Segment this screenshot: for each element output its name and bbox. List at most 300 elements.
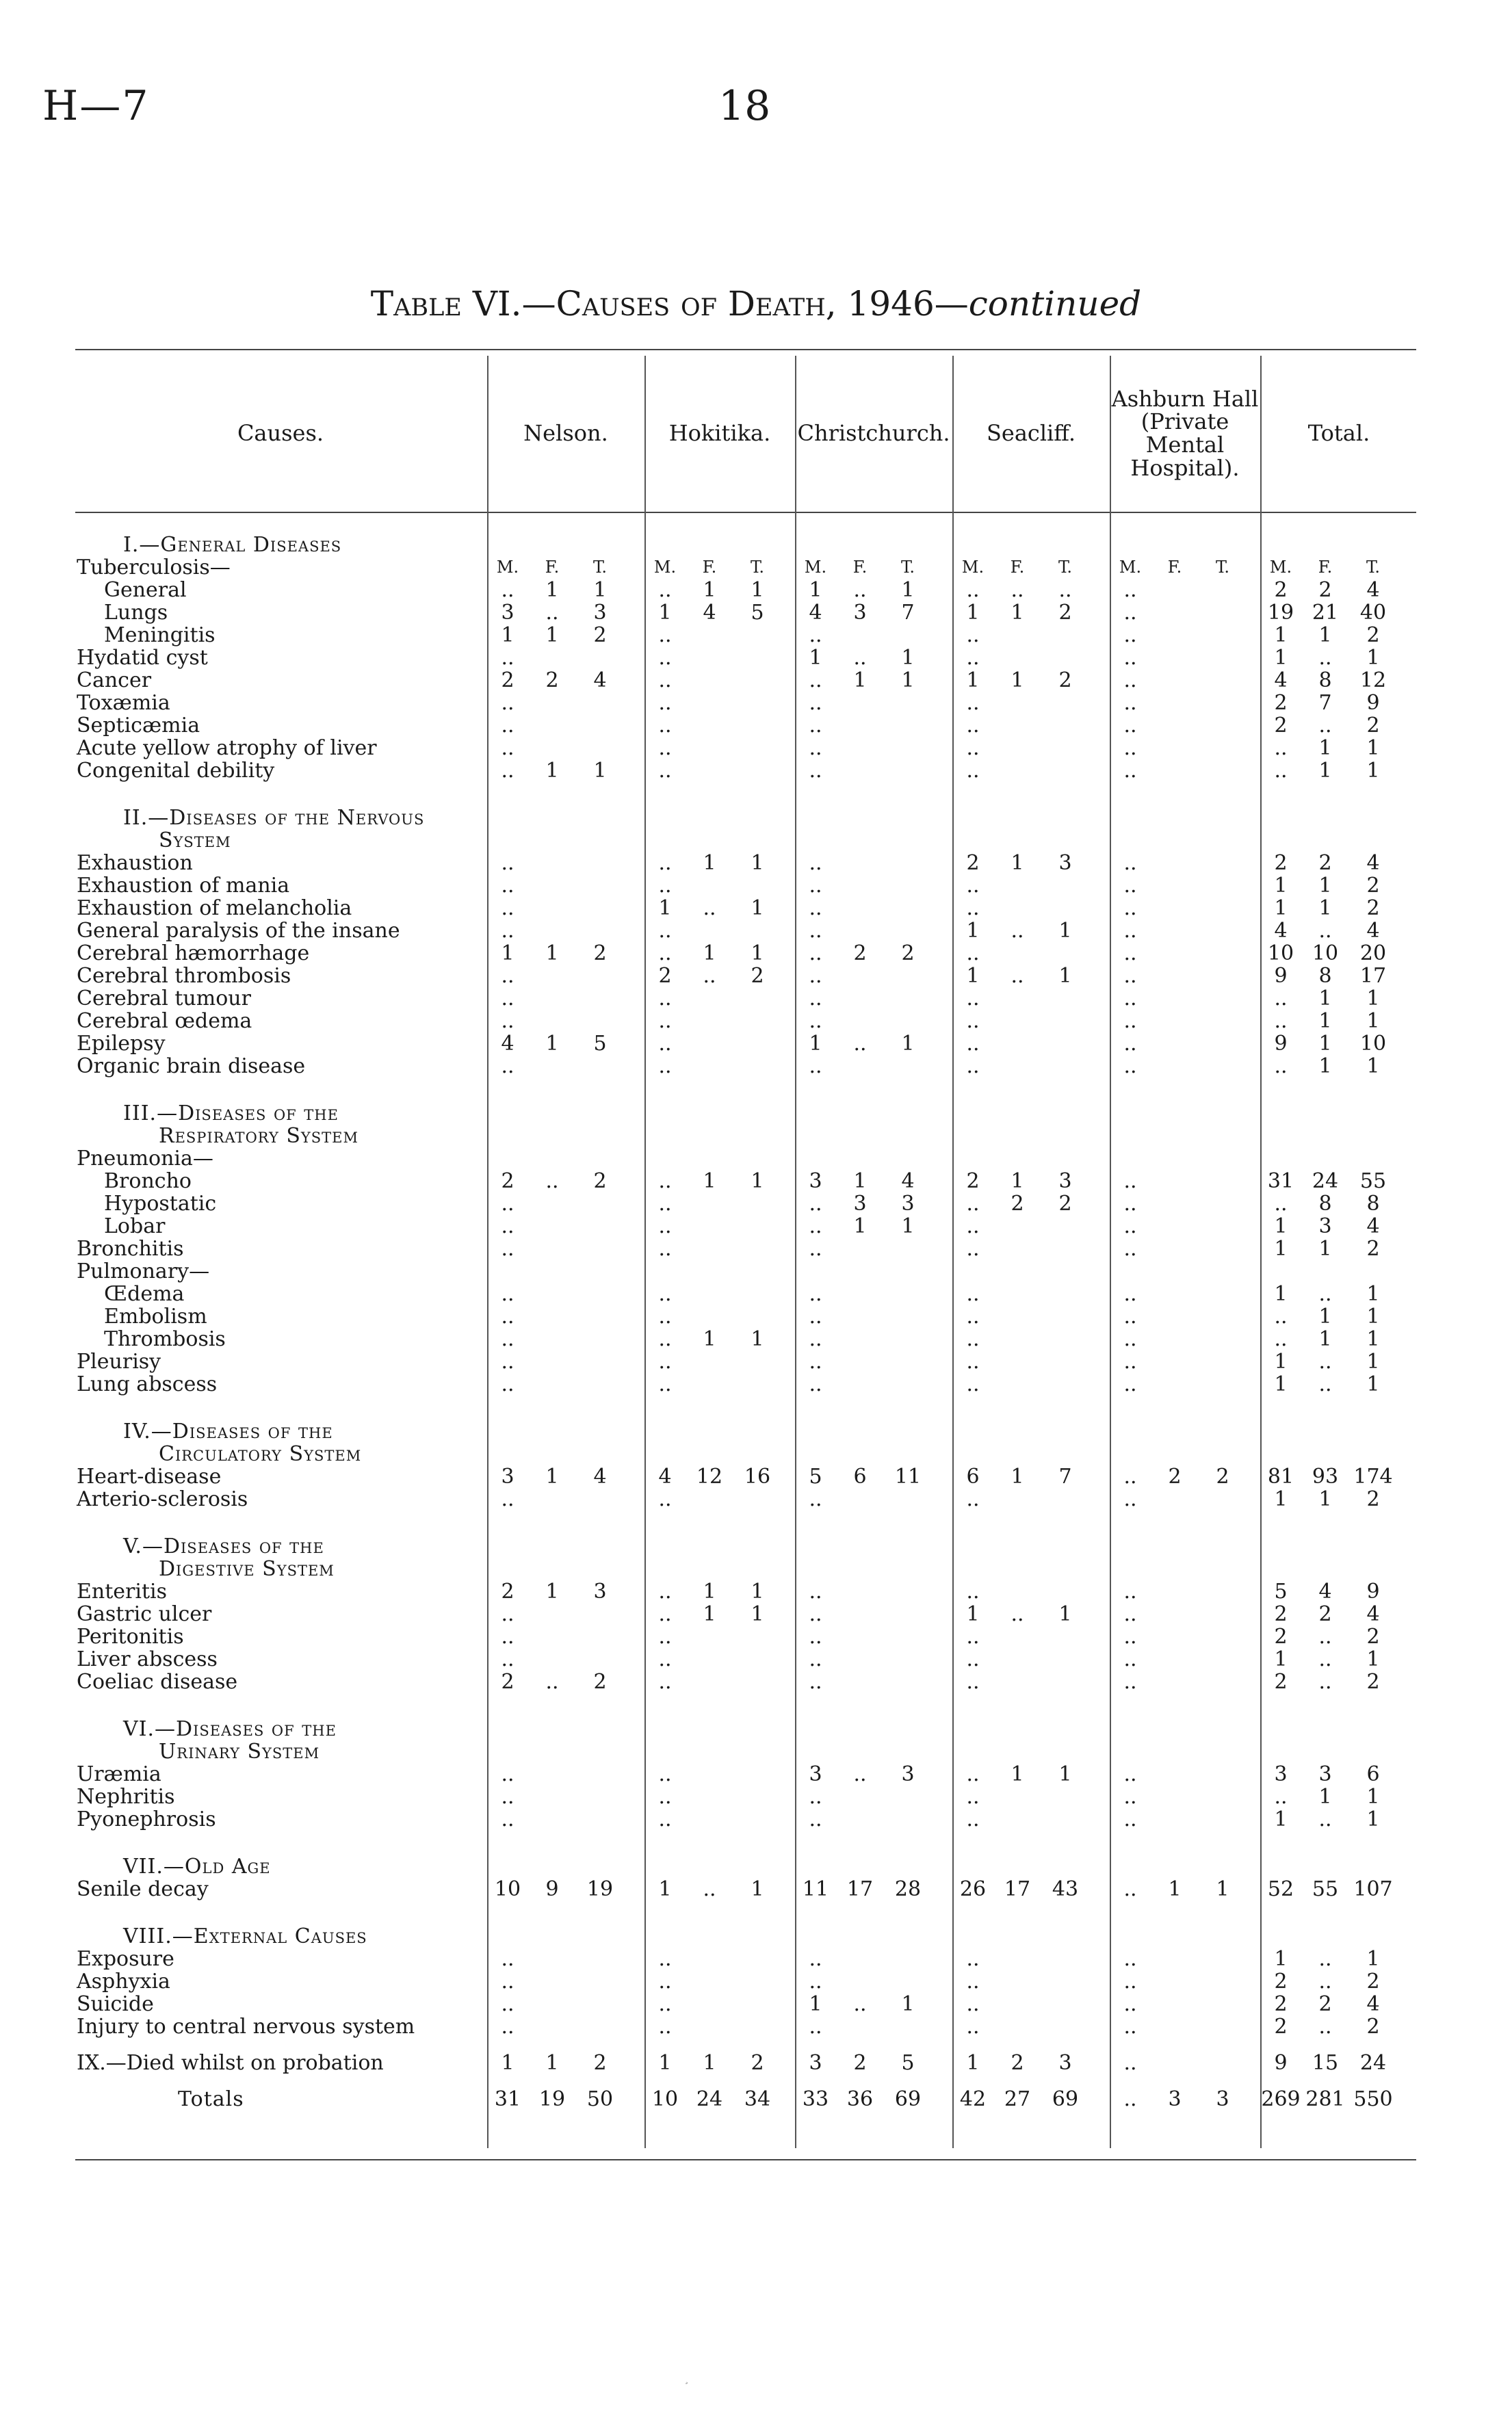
cell-value: .. <box>1123 1625 1137 1649</box>
cell-value: 1 <box>545 623 559 647</box>
cell-value: 1 <box>545 578 559 602</box>
cell-value: .. <box>1123 1970 1137 1994</box>
cell-value: 10 <box>1312 941 1339 965</box>
cell-value: .. <box>501 2015 514 2039</box>
cause-label: Cerebral œdema <box>77 1009 252 1033</box>
cell-value: 33 <box>802 2087 829 2111</box>
cell-value: 5 <box>1274 1580 1288 1604</box>
hospital-header-0: Nelson. <box>523 420 608 447</box>
cell-value: 2 <box>593 2051 607 2075</box>
group-row <box>0 1260 1512 1283</box>
cell-value: 1 <box>901 1214 915 1238</box>
cell-value: .. <box>1274 1785 1288 1809</box>
cause-label: Thrombosis <box>104 1327 226 1351</box>
cell-value: 269 <box>1261 2087 1301 2111</box>
cell-value: 1 <box>1366 1305 1380 1329</box>
cell-value: .. <box>1274 759 1288 783</box>
table-row <box>0 579 1512 601</box>
cell-value: .. <box>966 1670 980 1694</box>
cell-value: 2 <box>1011 1192 1024 1216</box>
cell-value: 2 <box>1318 1602 1332 1626</box>
cell-value: 81 <box>1267 1465 1294 1489</box>
cell-value: .. <box>966 1992 980 2016</box>
cell-value: .. <box>809 1327 822 1351</box>
cell-value: .. <box>658 1625 672 1649</box>
table-row <box>0 759 1512 782</box>
cell-value: 31 <box>494 2087 521 2111</box>
cell-value: .. <box>501 1625 514 1649</box>
cell-value: 17 <box>846 1877 874 1901</box>
cell-value: 1 <box>1318 1009 1332 1033</box>
cell-value: .. <box>966 691 980 715</box>
cell-value: 2 <box>1011 2051 1024 2075</box>
cause-label: Liver abscess <box>77 1647 218 1671</box>
cell-value: .. <box>966 1487 980 1511</box>
cell-value: 1 <box>751 941 764 965</box>
cell-value: .. <box>809 1054 822 1078</box>
cell-value: .. <box>501 1350 514 1374</box>
cell-value: .. <box>658 941 672 965</box>
sub-header: T. <box>750 558 765 577</box>
table-row <box>0 942 1512 965</box>
cell-value: 12 <box>1359 668 1387 692</box>
cell-value: 1 <box>703 578 716 602</box>
cell-value: 24 <box>696 2087 723 2111</box>
cell-value: 3 <box>1058 1169 1072 1193</box>
cell-value: .. <box>658 623 672 647</box>
cell-value: 27 <box>1004 2087 1031 2111</box>
group-row <box>0 1147 1512 1170</box>
causes-header: Causes. <box>237 420 324 447</box>
cell-value: 1 <box>853 668 867 692</box>
cell-value: .. <box>1123 964 1137 988</box>
table-row <box>0 1948 1512 1970</box>
cell-value: 1 <box>545 1465 559 1489</box>
table-row <box>0 1488 1512 1511</box>
table-row <box>0 965 1512 987</box>
cell-value: 2 <box>1216 1465 1229 1489</box>
cell-value: .. <box>966 1580 980 1604</box>
cause-label: Acute yellow atrophy of liver <box>77 736 377 760</box>
cell-value: .. <box>809 919 822 943</box>
section-row <box>0 1740 1512 1763</box>
table-row <box>0 1373 1512 1396</box>
cell-value: 10 <box>1359 1032 1387 1056</box>
cell-value: 107 <box>1353 1877 1393 1901</box>
cell-value: 1 <box>1318 987 1332 1010</box>
table-row <box>0 897 1512 919</box>
cell-value: .. <box>809 1192 822 1216</box>
cell-value: 1 <box>1274 1372 1288 1396</box>
cell-value: .. <box>1123 1947 1137 1971</box>
cell-value: .. <box>658 1350 672 1374</box>
cause-label: Toxæmia <box>77 691 170 715</box>
table-row <box>0 1603 1512 1625</box>
cell-value: .. <box>658 1602 672 1626</box>
cell-value: 2 <box>545 668 559 692</box>
cell-value: .. <box>1318 1350 1332 1374</box>
cell-value: .. <box>966 1305 980 1329</box>
cause-label: Exhaustion of melancholia <box>77 896 352 920</box>
cause-label: Tuberculosis— <box>77 556 231 579</box>
cell-value: .. <box>809 1009 822 1033</box>
cell-value: 2 <box>1366 1237 1380 1261</box>
cell-value: 19 <box>586 1877 614 1901</box>
cell-value: 1 <box>1011 851 1024 875</box>
cell-value: .. <box>658 1169 672 1193</box>
cell-value: 1 <box>1366 1785 1380 1809</box>
cell-value: 3 <box>809 1762 822 1786</box>
cause-label: Gastric ulcer <box>77 1602 212 1626</box>
cell-value: .. <box>1123 1009 1137 1033</box>
cell-value: 2 <box>1168 1465 1182 1489</box>
cell-value: 2 <box>751 964 764 988</box>
sub-header: M. <box>653 558 677 577</box>
cell-value: .. <box>1123 1372 1137 1396</box>
table-row <box>0 669 1512 692</box>
cell-value: 1 <box>901 1992 915 2016</box>
cell-value: 69 <box>1052 2087 1079 2111</box>
cell-value: 1 <box>1058 964 1072 988</box>
cell-value: .. <box>1318 2015 1332 2039</box>
cell-value: 2 <box>1366 1625 1380 1649</box>
cell-value: .. <box>501 1807 514 1831</box>
table-row <box>0 1763 1512 1786</box>
cell-value: .. <box>501 1282 514 1306</box>
cell-value: 2 <box>1058 1192 1072 1216</box>
cell-value: .. <box>1011 919 1024 943</box>
cause-label: Totals <box>178 2087 244 2111</box>
sub-header: T. <box>592 558 608 577</box>
hospital-header-2: Christchurch. <box>797 420 950 447</box>
cell-value: 4 <box>501 1032 514 1056</box>
cell-value: 281 <box>1305 2087 1345 2111</box>
cell-value: 1 <box>809 578 822 602</box>
cell-value: 6 <box>966 1465 980 1489</box>
section-heading: System <box>159 828 231 852</box>
cell-value: 1 <box>1274 874 1288 898</box>
cell-value: .. <box>1123 623 1137 647</box>
cell-value: 2 <box>1274 851 1288 875</box>
cell-value: 3 <box>501 601 514 625</box>
cell-value: .. <box>1318 919 1332 943</box>
sub-header: F. <box>1167 558 1182 577</box>
cell-value: 2 <box>658 964 672 988</box>
cell-value: .. <box>1318 714 1332 737</box>
cell-value: 1 <box>966 2051 980 2075</box>
cell-value: 19 <box>1267 601 1294 625</box>
cell-value: 7 <box>901 601 915 625</box>
cell-value: .. <box>809 668 822 692</box>
cell-value: .. <box>809 941 822 965</box>
table-title-suffix: continued <box>968 284 1142 324</box>
cause-label: Embolism <box>104 1305 207 1329</box>
section-heading: VII.—Old Age <box>123 1855 271 1879</box>
cell-value: .. <box>809 1580 822 1604</box>
cell-value: .. <box>1123 919 1137 943</box>
page-code: H—7 <box>42 82 150 130</box>
cell-value: 2 <box>1366 896 1380 920</box>
cell-value: .. <box>809 1305 822 1329</box>
cell-value: .. <box>1123 2087 1137 2111</box>
cell-value: 15 <box>1312 2051 1339 2075</box>
cell-value: .. <box>658 851 672 875</box>
cell-value: 1 <box>1274 1237 1288 1261</box>
cell-value: .. <box>658 1372 672 1396</box>
cell-value: 1 <box>703 2051 716 2075</box>
cell-value: .. <box>658 1580 672 1604</box>
cause-label: Exhaustion <box>77 851 193 875</box>
cause-label: Organic brain disease <box>77 1054 306 1078</box>
cell-value: .. <box>809 1372 822 1396</box>
cell-value: 2 <box>593 1670 607 1694</box>
cell-value: .. <box>1011 1602 1024 1626</box>
cause-label: Cerebral tumour <box>77 987 251 1010</box>
cell-value: 4 <box>1366 1992 1380 2016</box>
table-row <box>0 624 1512 646</box>
cell-value: .. <box>658 874 672 898</box>
cell-value: 1 <box>1274 1807 1288 1831</box>
cell-value: .. <box>658 2015 672 2039</box>
cell-value: .. <box>809 874 822 898</box>
cell-value: .. <box>658 646 672 670</box>
cell-value: .. <box>1123 1877 1137 1901</box>
cell-value: 1 <box>703 941 716 965</box>
cell-value: .. <box>501 851 514 875</box>
cell-value: .. <box>809 964 822 988</box>
cell-value: .. <box>1123 1350 1137 1374</box>
cell-value: 3 <box>1274 1762 1288 1786</box>
cell-value: .. <box>1318 1625 1332 1649</box>
cell-value: .. <box>809 1237 822 1261</box>
top-rule <box>75 349 1416 350</box>
cell-value: 3 <box>1058 851 1072 875</box>
cell-value: 1 <box>751 1169 764 1193</box>
cause-label: Pulmonary— <box>77 1259 210 1283</box>
cell-value: 1 <box>966 919 980 943</box>
cell-value: .. <box>1011 578 1024 602</box>
cell-value: 1 <box>901 646 915 670</box>
cell-value: .. <box>1318 646 1332 670</box>
cell-value: 55 <box>1312 1877 1339 1901</box>
cell-value: 3 <box>853 601 867 625</box>
cell-value: .. <box>1058 578 1072 602</box>
cell-value: 3 <box>1216 2087 1229 2111</box>
section-heading: Digestive System <box>159 1557 335 1581</box>
cell-value: 3 <box>593 601 607 625</box>
sub-header: M. <box>496 558 519 577</box>
cell-value: 1 <box>809 646 822 670</box>
cell-value: 2 <box>593 623 607 647</box>
cell-value: 2 <box>1274 578 1288 602</box>
cell-value: 1 <box>1274 623 1288 647</box>
cell-value: 10 <box>494 1877 521 1901</box>
hospital-header-5: Total. <box>1307 420 1370 447</box>
header-rule <box>75 512 1416 513</box>
cell-value: 174 <box>1353 1465 1393 1489</box>
cell-value: 5 <box>901 2051 915 2075</box>
cell-value: 1 <box>1058 1762 1072 1786</box>
cell-value: .. <box>966 1762 980 1786</box>
cell-value: 1 <box>1366 1282 1380 1306</box>
cell-value: 1 <box>658 2051 672 2075</box>
cell-value: .. <box>658 1214 672 1238</box>
cell-value: .. <box>658 1032 672 1056</box>
cell-value: .. <box>703 964 716 988</box>
cell-value: .. <box>1123 874 1137 898</box>
cell-value: .. <box>809 1602 822 1626</box>
table-row <box>0 1010 1512 1032</box>
cell-value: 2 <box>501 668 514 692</box>
cause-label: Nephritis <box>77 1785 175 1809</box>
cell-value: .. <box>966 578 980 602</box>
table-row <box>0 1215 1512 1238</box>
cell-value: 2 <box>1274 1602 1288 1626</box>
cell-value: .. <box>1274 1192 1288 1216</box>
cause-label: Congenital debility <box>77 759 275 783</box>
cell-value: .. <box>809 691 822 715</box>
cell-value: .. <box>1123 1670 1137 1694</box>
cell-value: .. <box>658 1992 672 2016</box>
cell-value: .. <box>658 1327 672 1351</box>
section-row <box>0 1420 1512 1443</box>
cell-value: 1 <box>1366 1807 1380 1831</box>
table-row <box>0 1328 1512 1350</box>
table-row <box>0 1238 1512 1260</box>
cell-value: 19 <box>538 2087 566 2111</box>
cell-value: .. <box>545 601 559 625</box>
cell-value: 1 <box>809 1032 822 1056</box>
cell-value: .. <box>1123 691 1137 715</box>
cell-value: 1 <box>966 601 980 625</box>
cell-value: 1 <box>751 1877 764 1901</box>
cell-value: 1 <box>1366 987 1380 1010</box>
cell-value: 1 <box>966 964 980 988</box>
cell-value: .. <box>1123 1214 1137 1238</box>
cell-value: .. <box>501 874 514 898</box>
table-row <box>0 737 1512 759</box>
cell-value: .. <box>809 1670 822 1694</box>
cell-value: .. <box>501 1237 514 1261</box>
table-row <box>0 601 1512 624</box>
cell-value: 21 <box>1312 601 1339 625</box>
cell-value: 9 <box>545 1877 559 1901</box>
table-row <box>0 714 1512 737</box>
cause-label: Heart-disease <box>77 1465 222 1489</box>
cell-value: .. <box>658 987 672 1010</box>
cell-value: .. <box>501 736 514 760</box>
cell-value: .. <box>966 1970 980 1994</box>
cell-value: 4 <box>1274 668 1288 692</box>
cell-value: 1 <box>1274 1947 1288 1971</box>
cell-value: .. <box>853 578 867 602</box>
cell-value: 2 <box>1366 623 1380 647</box>
cell-value: 43 <box>1052 1877 1079 1901</box>
cause-label: Hypostatic <box>104 1192 217 1216</box>
cell-value: 40 <box>1359 601 1387 625</box>
table-row <box>0 1192 1512 1215</box>
cause-label: Lobar <box>104 1214 166 1238</box>
cell-value: 9 <box>1366 691 1380 715</box>
cell-value: 1 <box>901 1032 915 1056</box>
cell-value: .. <box>501 964 514 988</box>
cell-value: 1 <box>1366 646 1380 670</box>
cell-value: .. <box>1123 1192 1137 1216</box>
table-row <box>0 1786 1512 1808</box>
cell-value: 4 <box>1366 1602 1380 1626</box>
cell-value: 1 <box>1318 1237 1332 1261</box>
cell-value: .. <box>501 1647 514 1671</box>
cell-value: .. <box>658 1970 672 1994</box>
cell-value: 11 <box>894 1465 922 1489</box>
cell-value: .. <box>1123 646 1137 670</box>
cell-value: .. <box>1274 987 1288 1010</box>
cell-value: .. <box>1123 2051 1137 2075</box>
cell-value: 8 <box>1366 1192 1380 1216</box>
cell-value: 1 <box>751 1327 764 1351</box>
section-row <box>0 1718 1512 1740</box>
section-row <box>0 807 1512 829</box>
cell-value: 16 <box>744 1465 771 1489</box>
cell-value: .. <box>809 714 822 737</box>
cell-value: .. <box>501 919 514 943</box>
table-row <box>0 646 1512 669</box>
cause-label: Œdema <box>104 1282 185 1306</box>
cell-value: .. <box>1123 1327 1137 1351</box>
cell-value: 2 <box>966 1169 980 1193</box>
cause-label: Septicæmia <box>77 714 200 737</box>
cell-value: .. <box>501 759 514 783</box>
cell-value: .. <box>501 578 514 602</box>
cell-value: 4 <box>658 1465 672 1489</box>
cell-value: 2 <box>1058 668 1072 692</box>
cell-value: 1 <box>658 1877 672 1901</box>
cell-value: 2 <box>901 941 915 965</box>
cell-value: 1 <box>901 668 915 692</box>
cause-label: Meningitis <box>104 623 216 647</box>
cell-value: 1 <box>1274 1487 1288 1511</box>
cell-value: 9 <box>1274 964 1288 988</box>
cell-value: .. <box>966 1350 980 1374</box>
cause-label: General paralysis of the insane <box>77 919 400 943</box>
section-row <box>0 1102 1512 1125</box>
cell-value: .. <box>501 1192 514 1216</box>
cell-value: 1 <box>501 941 514 965</box>
cell-value: .. <box>809 851 822 875</box>
sub-header: T. <box>1058 558 1073 577</box>
cell-value: .. <box>853 1762 867 1786</box>
table-row <box>0 987 1512 1010</box>
totals-row <box>0 2088 1512 2111</box>
cell-value: 2 <box>966 851 980 875</box>
cell-value: .. <box>1123 1762 1137 1786</box>
cell-value: .. <box>966 1625 980 1649</box>
cell-value: .. <box>501 1327 514 1351</box>
table-row <box>0 1808 1512 1831</box>
section-heading: Urinary System <box>159 1740 320 1764</box>
table-row <box>0 1170 1512 1192</box>
cell-value: .. <box>966 759 980 783</box>
cell-value: .. <box>1123 601 1137 625</box>
cell-value: .. <box>966 1785 980 1809</box>
cell-value: .. <box>966 1032 980 1056</box>
cause-label: Pneumonia— <box>77 1147 213 1171</box>
cell-value: 1 <box>1011 668 1024 692</box>
cell-value: 5 <box>593 1032 607 1056</box>
cell-value: 1 <box>545 1580 559 1604</box>
hospital-header-4: Ashburn Hall (Private Mental Hospital). <box>1111 385 1259 481</box>
cell-value: 1 <box>1274 1214 1288 1238</box>
